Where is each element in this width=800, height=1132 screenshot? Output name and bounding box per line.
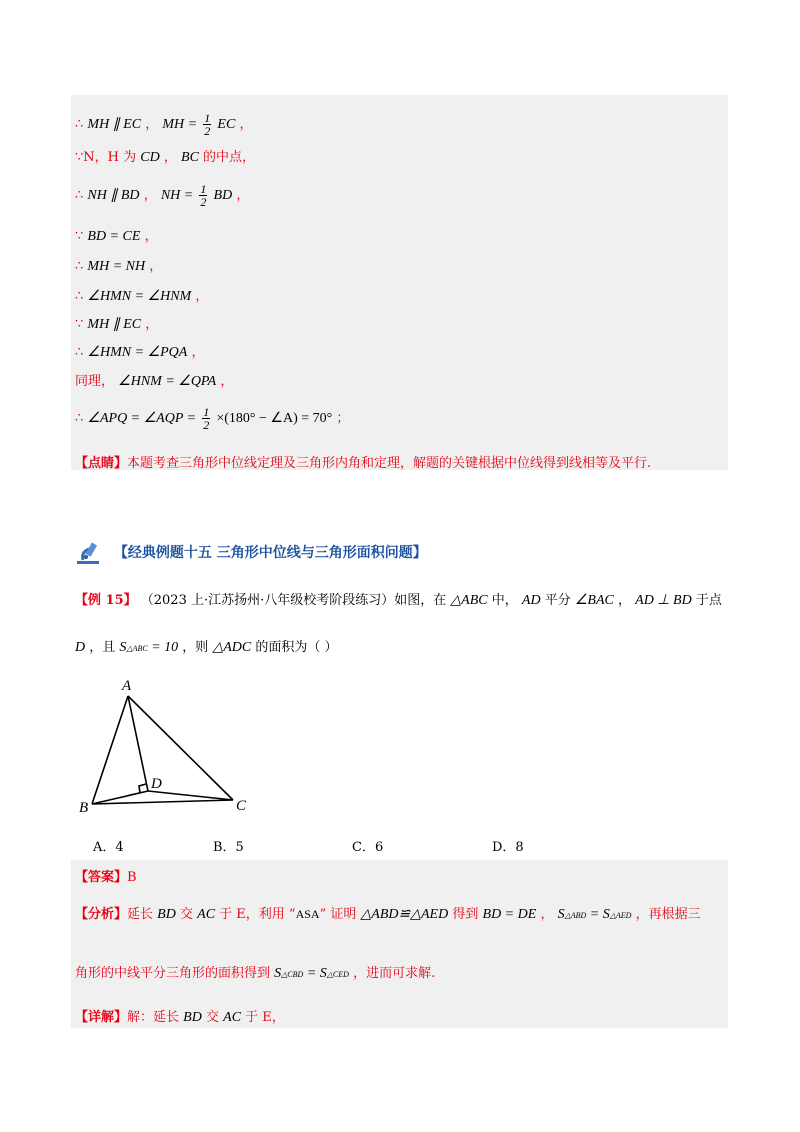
therefore-symbol: ∴ bbox=[75, 345, 84, 360]
punct: ， bbox=[239, 117, 253, 132]
math-expr: BD = CE bbox=[87, 229, 141, 244]
proof-line-10 bbox=[75, 406, 349, 431]
math-expr: AC bbox=[223, 1010, 242, 1025]
therefore-symbol: ∴ bbox=[75, 117, 84, 132]
denominator: 2 bbox=[200, 195, 207, 209]
vertex-label-a: A bbox=[122, 678, 132, 694]
math-expr: CD bbox=[140, 150, 160, 165]
text: 交 bbox=[179, 907, 193, 922]
detail-tag: 【详解】 bbox=[75, 1010, 128, 1025]
text: ，进而可求解. bbox=[353, 966, 436, 981]
choice-b[interactable]: B．5 bbox=[213, 840, 244, 855]
because-symbol: ∵ bbox=[75, 317, 84, 332]
math-expr: MH ∥ EC bbox=[87, 117, 142, 132]
area-symbol: S bbox=[319, 966, 327, 981]
area-symbol: S bbox=[557, 907, 565, 922]
text: 于点 bbox=[695, 593, 722, 608]
math-expr: △ABC bbox=[450, 593, 488, 608]
therefore-symbol: ∴ bbox=[75, 188, 84, 203]
detail-line bbox=[75, 1006, 285, 1026]
numerator: 1 bbox=[204, 111, 211, 125]
analysis-tag: 【分析】 bbox=[75, 907, 128, 922]
analysis-line-1 bbox=[75, 903, 701, 923]
text: ” 证明 bbox=[319, 907, 357, 922]
text: 解：延长 bbox=[127, 1010, 180, 1025]
math-expr: △ABD≌△AED bbox=[360, 907, 449, 922]
area-subscript: △CED bbox=[326, 970, 349, 979]
segment-dc bbox=[148, 791, 233, 800]
math-expr: NH = bbox=[160, 188, 194, 203]
proof-line-1 bbox=[75, 112, 252, 137]
math-expr: AC bbox=[197, 907, 216, 922]
vertex-label-b: B bbox=[79, 800, 89, 816]
math-expr: BD bbox=[183, 1010, 202, 1025]
math-expr: NH ∥ BD bbox=[87, 188, 140, 203]
fraction bbox=[203, 112, 211, 137]
example-source: （2023 上·江苏扬州·八年级校考阶段练习）如图，在 bbox=[140, 593, 447, 608]
text: ，且 bbox=[89, 640, 116, 655]
math-expr: AD ⊥ BD bbox=[635, 593, 692, 608]
text: 于 E， bbox=[245, 1010, 285, 1025]
area-expr bbox=[558, 907, 632, 922]
punct: ， bbox=[195, 289, 209, 304]
math-expr: ∠HNM = ∠QPA bbox=[118, 374, 217, 389]
area-symbol: S bbox=[119, 640, 127, 655]
text: 交 bbox=[205, 1010, 219, 1025]
math-expr: BD = DE bbox=[482, 907, 537, 922]
punct: ， bbox=[163, 150, 177, 165]
comment-line bbox=[75, 452, 651, 471]
punct: ， bbox=[236, 188, 250, 203]
punct: ， bbox=[145, 117, 159, 132]
area-symbol: S bbox=[602, 907, 610, 922]
proof-line-7 bbox=[75, 313, 158, 333]
text: 平分 bbox=[544, 593, 571, 608]
math-expr: EC bbox=[217, 117, 236, 132]
microscope-icon bbox=[75, 540, 105, 566]
area-value: = 10 bbox=[151, 640, 179, 655]
math-expr: AD bbox=[521, 593, 541, 608]
numerator: 1 bbox=[203, 405, 210, 419]
proof-line-5 bbox=[75, 255, 162, 275]
area-subscript: △ABC bbox=[126, 644, 148, 653]
text: ，则 bbox=[182, 640, 209, 655]
text: 于 E，利用 “ bbox=[219, 907, 296, 922]
proof-line-2 bbox=[75, 146, 255, 166]
therefore-symbol: ∴ bbox=[75, 411, 84, 426]
math-expr: MH ∥ EC bbox=[87, 317, 142, 332]
math-expr: MH = bbox=[162, 117, 198, 132]
area-symbol: S bbox=[274, 966, 282, 981]
text: 得到 bbox=[452, 907, 479, 922]
example-tag: 【例 15】 bbox=[75, 593, 137, 608]
punct: ， bbox=[191, 345, 205, 360]
math-expr: MH = NH bbox=[87, 259, 146, 274]
punct: ， bbox=[618, 593, 632, 608]
punct: ， bbox=[144, 229, 158, 244]
solution-background-bottom bbox=[71, 860, 728, 1028]
area-expr bbox=[274, 966, 349, 981]
text: 中， bbox=[491, 593, 518, 608]
denominator: 2 bbox=[204, 124, 211, 138]
numerator: 1 bbox=[200, 182, 207, 196]
punct: ， bbox=[145, 317, 159, 332]
punct: ， bbox=[220, 374, 234, 389]
therefore-symbol: ∴ bbox=[75, 259, 84, 274]
area-subscript: △ABD bbox=[564, 911, 587, 920]
proof-line-9 bbox=[75, 370, 233, 390]
area-expr bbox=[119, 640, 178, 655]
equals-sign: = bbox=[589, 907, 600, 922]
punct: ， bbox=[540, 907, 554, 922]
text: 角形的中线平分三角形的面积得到 bbox=[75, 966, 271, 981]
proof-line-3 bbox=[75, 183, 249, 208]
fraction bbox=[202, 406, 210, 431]
text: ，再根据三 bbox=[635, 907, 701, 922]
comment-tag: 【点睛】 bbox=[75, 456, 128, 471]
text: 的面积为（ ） bbox=[255, 640, 338, 655]
therefore-symbol: ∴ bbox=[75, 289, 84, 304]
math-expr: BD bbox=[157, 907, 176, 922]
proof-line-8 bbox=[75, 341, 204, 361]
math-expr: ×(180° − ∠A) = 70° bbox=[216, 411, 333, 426]
proof-line-6 bbox=[75, 285, 208, 305]
answer-value: B bbox=[127, 870, 137, 885]
denominator: 2 bbox=[203, 418, 210, 432]
text: 延长 bbox=[127, 907, 154, 922]
punct: ； bbox=[336, 411, 350, 426]
because-symbol: ∵ bbox=[75, 229, 84, 244]
section-heading bbox=[75, 540, 427, 566]
math-expr: ∠BAC bbox=[574, 593, 614, 608]
math-expr: ∠APQ = ∠AQP = bbox=[87, 411, 197, 426]
text: ∵N，H 为 bbox=[75, 150, 137, 165]
example-line-2 bbox=[75, 636, 338, 656]
punct: ， bbox=[143, 188, 157, 203]
vertex-label-c: C bbox=[236, 798, 247, 814]
analysis-line-2 bbox=[75, 962, 435, 982]
math-expr: ASA bbox=[295, 907, 320, 921]
choice-a[interactable]: A．4 bbox=[93, 840, 124, 855]
area-subscript: △AED bbox=[609, 911, 632, 920]
answer-tag: 【答案】 bbox=[75, 870, 128, 885]
text: 的中点， bbox=[203, 150, 256, 165]
fraction bbox=[199, 183, 207, 208]
math-expr: D bbox=[75, 640, 86, 655]
vertex-label-d: D bbox=[151, 776, 162, 792]
segment-ab bbox=[92, 696, 128, 804]
section-title: 【经典例题十五 三角形中位线与三角形面积问题】 bbox=[113, 545, 427, 561]
answer-line bbox=[75, 866, 137, 885]
area-subscript: △CBD bbox=[281, 970, 304, 979]
comment-text: 本题考查三角形中位线定理及三角形内角和定理，解题的关键根据中位线得到线相等及平行. bbox=[127, 456, 652, 471]
math-expr: BD bbox=[213, 188, 233, 203]
choice-c[interactable]: C．6 bbox=[352, 840, 384, 855]
equals-sign: = bbox=[306, 966, 317, 981]
punct: ， bbox=[149, 259, 163, 274]
segment-ad bbox=[128, 696, 148, 791]
proof-line-4 bbox=[75, 225, 158, 245]
math-expr: BC bbox=[181, 150, 199, 165]
math-expr: △ADC bbox=[212, 640, 252, 655]
math-expr: ∠HMN = ∠PQA bbox=[87, 345, 188, 360]
text: 同理， bbox=[75, 374, 115, 389]
segment-bc bbox=[92, 800, 233, 804]
triangle-figure bbox=[75, 672, 275, 817]
choice-d[interactable]: D．8 bbox=[492, 840, 524, 855]
example-line-1 bbox=[75, 589, 722, 609]
math-expr: ∠HMN = ∠HNM bbox=[87, 289, 192, 304]
